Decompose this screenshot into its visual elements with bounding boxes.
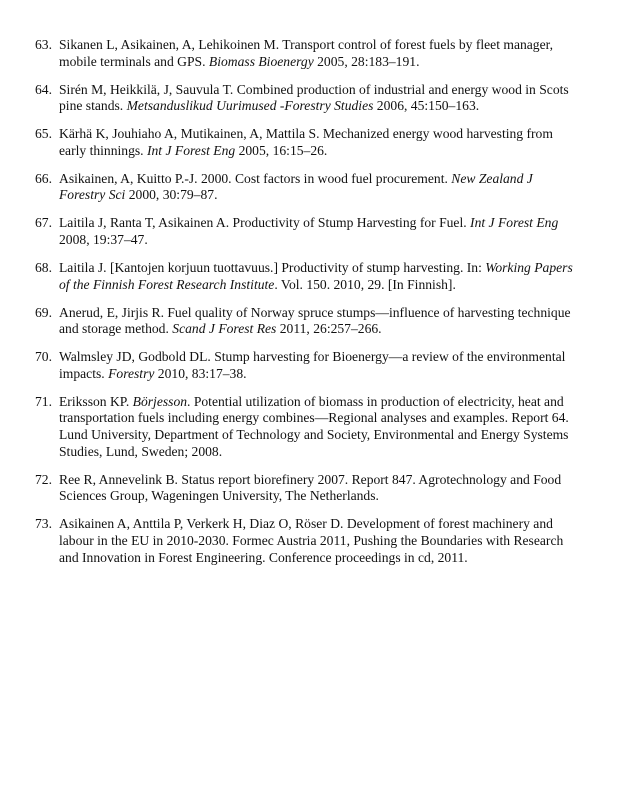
reference-text-segment: Sikanen L, Asikainen, A, Lehikoinen M. Transport control of forest fuels by fleet manager, mobile terminals and GPS. <box>59 37 554 69</box>
reference-item <box>0 260 617 293</box>
reference-source-title: Forestry <box>108 365 155 381</box>
reference-item <box>0 472 617 505</box>
reference-text-segment: Anerud, E, Jirjis R. Fuel quality of Norway spruce stumps—influence of harvesting technique and storage method. <box>59 304 571 337</box>
reference-number: 67. <box>35 215 52 231</box>
reference-text-segment: 2005, 16:15–26. <box>235 142 328 158</box>
reference-item <box>0 126 617 159</box>
reference-text-segment: . Potential utilization of biomass in production of electricity, heat and transportation fuels including energy combines—Regional analyses and examples. Report 64. Lund University, Department of Technology and Society, Environmental and Energy Systems Studies, Lund, Sweden; 2008. <box>59 393 569 459</box>
reference-text <box>59 394 581 461</box>
reference-number: 73. <box>35 516 52 532</box>
reference-item <box>0 516 617 566</box>
reference-list <box>0 37 617 578</box>
reference-item <box>0 394 617 461</box>
reference-source-title: Biomass Bioenergy <box>208 53 314 69</box>
reference-text-segment: Kärhä K, Jouhiaho A, Mutikainen, A, Mattila S. Mechanized energy wood harvesting from early thinnings. <box>59 126 553 158</box>
reference-item <box>0 37 617 70</box>
reference-text-segment: Eriksson KP. <box>59 393 133 409</box>
reference-text <box>59 305 581 338</box>
reference-number: 70. <box>35 349 52 365</box>
reference-text <box>59 349 581 382</box>
reference-text <box>59 516 581 566</box>
reference-text-segment: 2008, 19:37–47. <box>59 232 148 248</box>
reference-text-segment: . Vol. 150. 2010, 29. [In Finnish]. <box>274 276 456 292</box>
reference-text-segment: Asikainen A, Anttila P, Verkerk H, Diaz O, Röser D. Development of forest machinery and labour in the EU in 2010-2030. Formec Austria 2011, Pushing the Boundaries with Research and Innovation in Forest Engineering. Conference proceedings in cd, 2011. <box>59 516 564 565</box>
reference-number: 68. <box>35 259 52 275</box>
reference-text-segment: Sirén M, Heikkilä, J, Sauvula T. Combined production of industrial and energy wood in Scots pine stands. <box>59 81 569 114</box>
reference-source-title: Int J Forest Eng <box>146 142 236 158</box>
reference-number: 72. <box>35 471 52 487</box>
reference-text-segment: Walmsley JD, Godbold DL. Stump harvesting for Bioenergy—a review of the environmental impacts. <box>59 349 566 381</box>
reference-source-title: Scand J Forest Res <box>172 321 277 337</box>
reference-text-segment: Ree R, Annevelink B. Status report biorefinery 2007. Report 847. Agrotechnology and Food Sciences Group, Wageningen University, The Netherlands. <box>59 471 562 504</box>
reference-text <box>59 260 581 293</box>
reference-number: 64. <box>35 81 52 97</box>
reference-source-title: New Zealand J Forestry Sci <box>59 170 533 203</box>
reference-number: 69. <box>35 304 52 320</box>
reference-text-segment: 2000, 30:79–87. <box>125 187 218 203</box>
reference-number: 63. <box>35 37 52 52</box>
reference-text <box>59 472 581 505</box>
reference-source-title: Working Papers of the Finnish Forest Research Institute <box>59 259 573 292</box>
reference-text-segment: Asikainen, A, Kuitto P.-J. 2000. Cost factors in wood fuel procurement. <box>59 170 452 186</box>
reference-text-segment: Laitila J. [Kantojen korjuun tuottavuus.] Productivity of stump harvesting. In: <box>59 259 486 275</box>
reference-text-segment: 2006, 45:150–163. <box>373 98 480 114</box>
reference-item <box>0 82 617 115</box>
reference-item <box>0 215 617 248</box>
reference-text-segment: Laitila J, Ranta T, Asikainen A. Productivity of Stump Harvesting for Fuel. <box>59 215 471 231</box>
reference-text-segment: 2011, 26:257–266. <box>276 321 382 337</box>
reference-text-segment: 2010, 83:17–38. <box>154 365 247 381</box>
reference-item <box>0 305 617 338</box>
reference-text-segment: 2005, 28:183–191. <box>313 53 420 69</box>
reference-number: 71. <box>35 393 52 409</box>
reference-source-title: Börjesson <box>132 393 188 409</box>
reference-text <box>59 215 581 248</box>
reference-item <box>0 171 617 204</box>
reference-text <box>59 37 581 70</box>
reference-item <box>0 349 617 382</box>
reference-source-title: Metsanduslikud Uurimused -Forestry Studies <box>126 98 374 114</box>
reference-text <box>59 171 581 204</box>
reference-number: 66. <box>35 170 52 186</box>
reference-number: 65. <box>35 126 52 142</box>
reference-source-title: Int J Forest Eng <box>470 215 559 231</box>
reference-text <box>59 126 581 159</box>
reference-text <box>59 82 581 115</box>
